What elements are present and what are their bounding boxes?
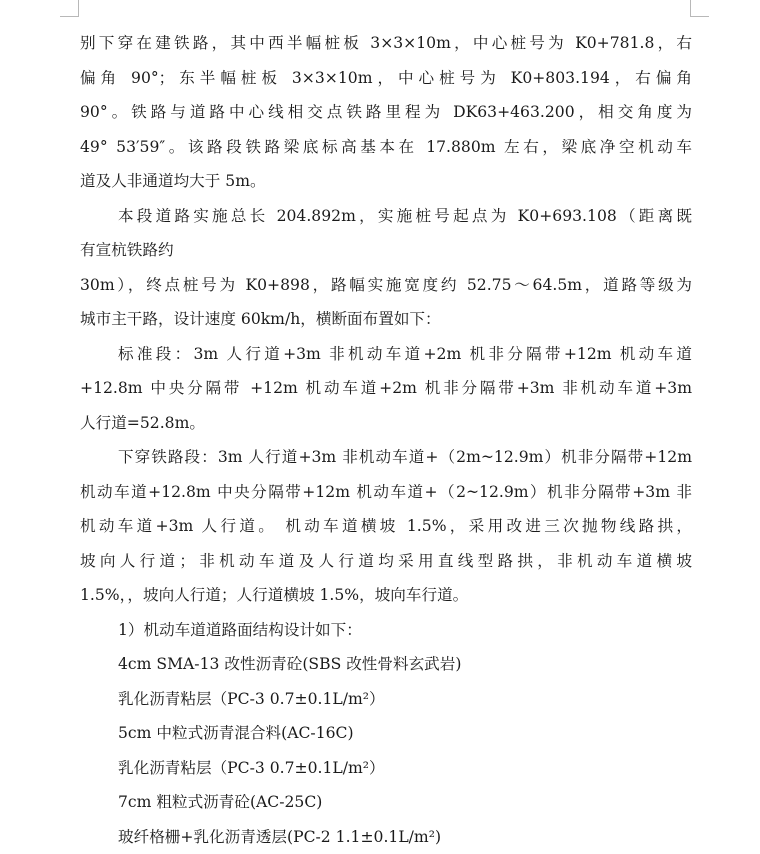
text-line: 别下穿在建铁路，其中西半幅桩板 3×3×10m，中心桩号为 K0+781.8，右 [80,26,692,61]
text-line: 90°。铁路与道路中心线相交点铁路里程为 DK63+463.200，相交角度为 [80,95,692,130]
text-line: 乳化沥青粘层（PC-3 0.7±0.1L/m²） [80,682,692,717]
text-line: 4cm SMA-13 改性沥青砼(SBS 改性骨料玄武岩) [80,647,692,682]
text-line: 49° 53′59″。该路段铁路梁底标高基本在 17.880m 左右，梁底净空机动车 [80,130,692,165]
text-line: 城市主干路，设计速度 60km/h，横断面布置如下： [80,302,692,337]
text-line: 5cm 中粒式沥青混合料(AC-16C) [80,716,692,751]
text-line: 有宣杭铁路约 [80,233,692,268]
text-line: 标准段：3m 人行道+3m 非机动车道+2m 机非分隔带+12m 机动车道 [80,337,692,372]
text-line: 1）机动车道道路面结构设计如下： [80,613,692,648]
text-line: 机动车道+3m 人行道。 机动车道横坡 1.5%，采用改进三次抛物线路拱， [80,509,692,544]
text-line: 1.5%，，坡向人行道；人行道横坡 1.5%，坡向车行道。 [80,578,692,613]
text-line: 机动车道+12.8m 中央分隔带+12m 机动车道+（2~12.9m）机非分隔带+3m 非 [80,475,692,510]
text-line: 道及人非通道均大于 5m。 [80,164,692,199]
document-body [80,26,692,854]
text-line: 下穿铁路段：3m 人行道+3m 非机动车道+（2m~12.9m）机非分隔带+12m [80,440,692,475]
text-line: 乳化沥青粘层（PC-3 0.7±0.1L/m²） [80,751,692,786]
text-line: 坡向人行道；非机动车道及人行道均采用直线型路拱，非机动车道横坡 [80,544,692,579]
right-margin-corner-mark [690,0,709,17]
text-line: +12.8m 中央分隔带 +12m 机动车道+2m 机非分隔带+3m 非机动车道+3m [80,371,692,406]
text-line: 30m），终点桩号为 K0+898，路幅实施宽度约 52.75～64.5m，道路等级为 [80,268,692,303]
text-line: 玻纤格栅+乳化沥青透层(PC-2 1.1±0.1L/m²) [80,820,692,854]
text-line: 人行道=52.8m。 [80,406,692,441]
text-line: 7cm 粗粒式沥青砼(AC-25C) [80,785,692,820]
left-margin-corner-mark [60,0,79,17]
text-line: 本段道路实施总长 204.892m，实施桩号起点为 K0+693.108（距离既 [80,199,692,234]
text-line: 偏角 90°；东半幅桩板 3×3×10m，中心桩号为 K0+803.194，右偏角 [80,61,692,96]
